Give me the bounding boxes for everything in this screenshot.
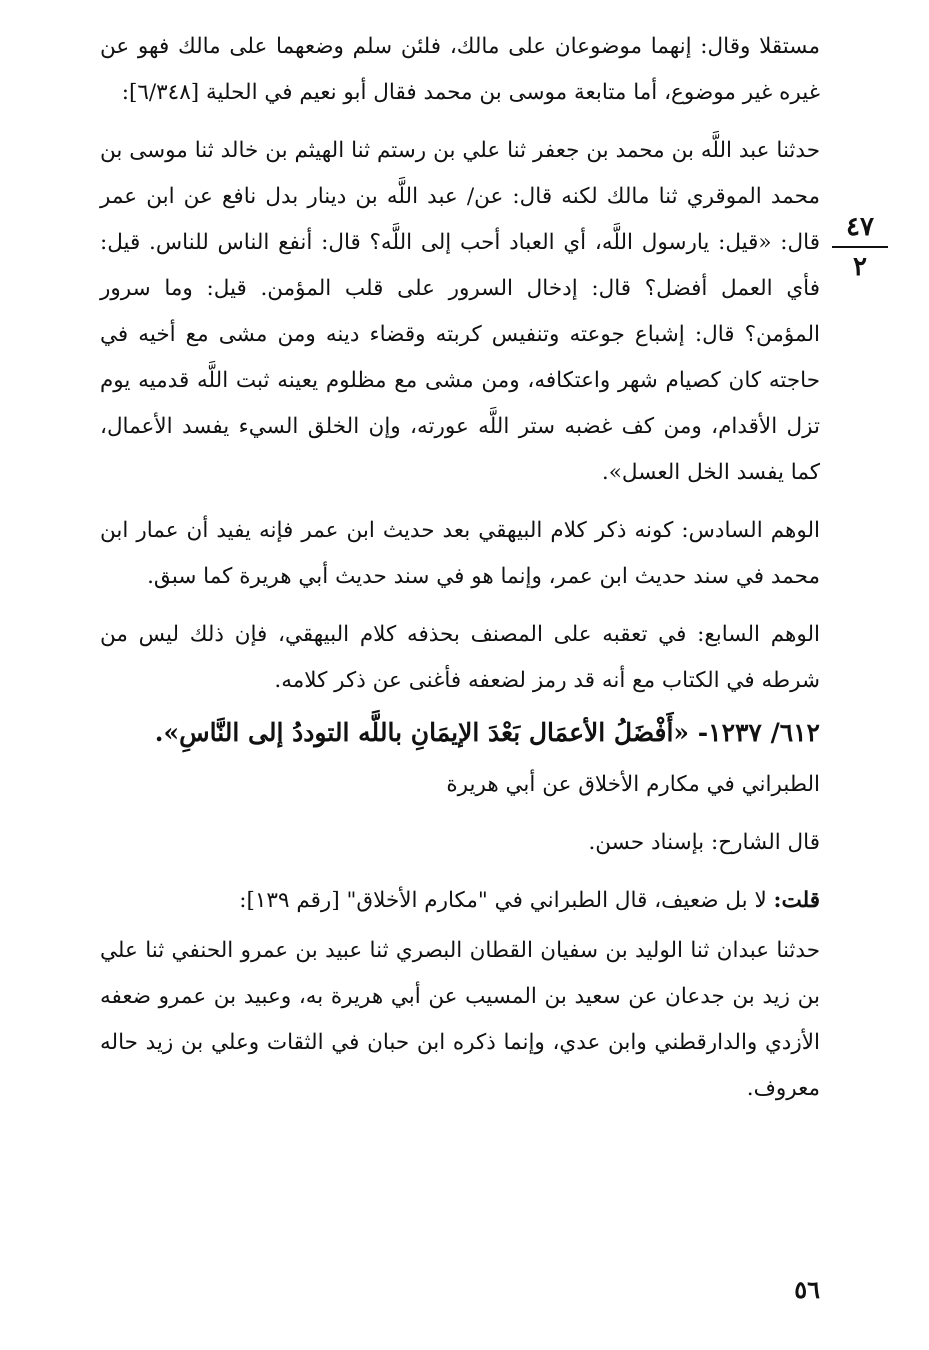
page-number: ٥٦ (794, 1275, 820, 1304)
margin-reference-divider (832, 246, 888, 248)
qultu-label: قلت: (773, 888, 820, 913)
paragraph-final-chain: حدثنا عبدان ثنا الوليد بن سفيان القطان البصري ثنا عبيد بن عمرو الحنفي ثنا علي بن زيد بن جدعان عن سعيد بن المسيب عن أبي هريرة به، وعبيد بن عمرو ضعفه الأزدي والدارقطني وابن عدي، وإنما ذكره ابن حبان في الثقات وعلي بن زيد حاله معروف. (100, 938, 820, 1101)
paragraph-seventh-error: الوهم السابع: في تعقبه على المصنف بحذفه كلام البيهقي، فإن ذلك ليس من شرطه في الكتاب مع أنه قد رمز لضعفه فأغنى عن ذكر كلامه. (100, 622, 820, 693)
margin-page-reference (828, 212, 892, 282)
margin-reference-top: ٤٧ (846, 212, 874, 242)
paragraph-continuation: مستقلا وقال: إنهما موضوعان على مالك، فلئن سلم وضعهما على مالك فهو عن غيره غير موضوع، أما متابعة موسى بن محمد فقال أبو نعيم في الحلية [٦/٣٤٨]: (100, 34, 820, 105)
page-body (100, 24, 820, 1124)
paragraph-hadith-chain: حدثنا عبد اللَّه بن محمد بن جعفر ثنا علي بن رستم ثنا الهيثم بن خالد ثنا موسى بن محمد الموقري ثنا مالك لكنه قال: عن/ عبد اللَّه بن دينار بدل نافع عن ابن عمر قال: «قيل: يارسول اللَّه، أي العباد أحب إلى اللَّه؟ قال: أنفع الناس للناس. قيل: فأي العمل أفضل؟ قال: إدخال السرور على قلب المؤمن. قيل: وما سرور المؤمن؟ قال: إشباع جوعته وتنفيس كربته وقضاء دينه ومن مشى مع أخيه في حاجته كان كصيام شهر واعتكافه، ومن مشى مع مظلوم يعينه ثبت اللَّه قدميه يوم تزل الأقدام، ومن كف غضبه ستر اللَّه عورته، وإن الخلق السيء يفسد الأعمال، كما يفسد الخل العسل». (100, 138, 820, 485)
margin-reference-bottom: ٢ (853, 252, 867, 282)
hadith-heading: ٦١٢/ ١٢٣٧- «أَفْضَلُ الأعمَال بَعْدَ الإيمَانِ باللَّه التوددُ إلى النَّاسِ». (154, 718, 820, 747)
hadith-source: الطبراني في مكارم الأخلاق عن أبي هريرة (446, 772, 820, 797)
author-response (100, 878, 820, 924)
paragraph-sixth-error: الوهم السادس: كونه ذكر كلام البيهقي بعد حديث ابن عمر فإنه يفيد أن عمار ابن محمد في سند حديث ابن عمر، وإنما هو في سند حديث أبي هريرة كما سبق. (100, 518, 820, 589)
qultu-text: لا بل ضعيف، قال الطبراني في "مكارم الأخلاق" [رقم ١٣٩]: (239, 888, 774, 913)
sharih-statement: قال الشارح: بإسناد حسن. (588, 830, 820, 855)
